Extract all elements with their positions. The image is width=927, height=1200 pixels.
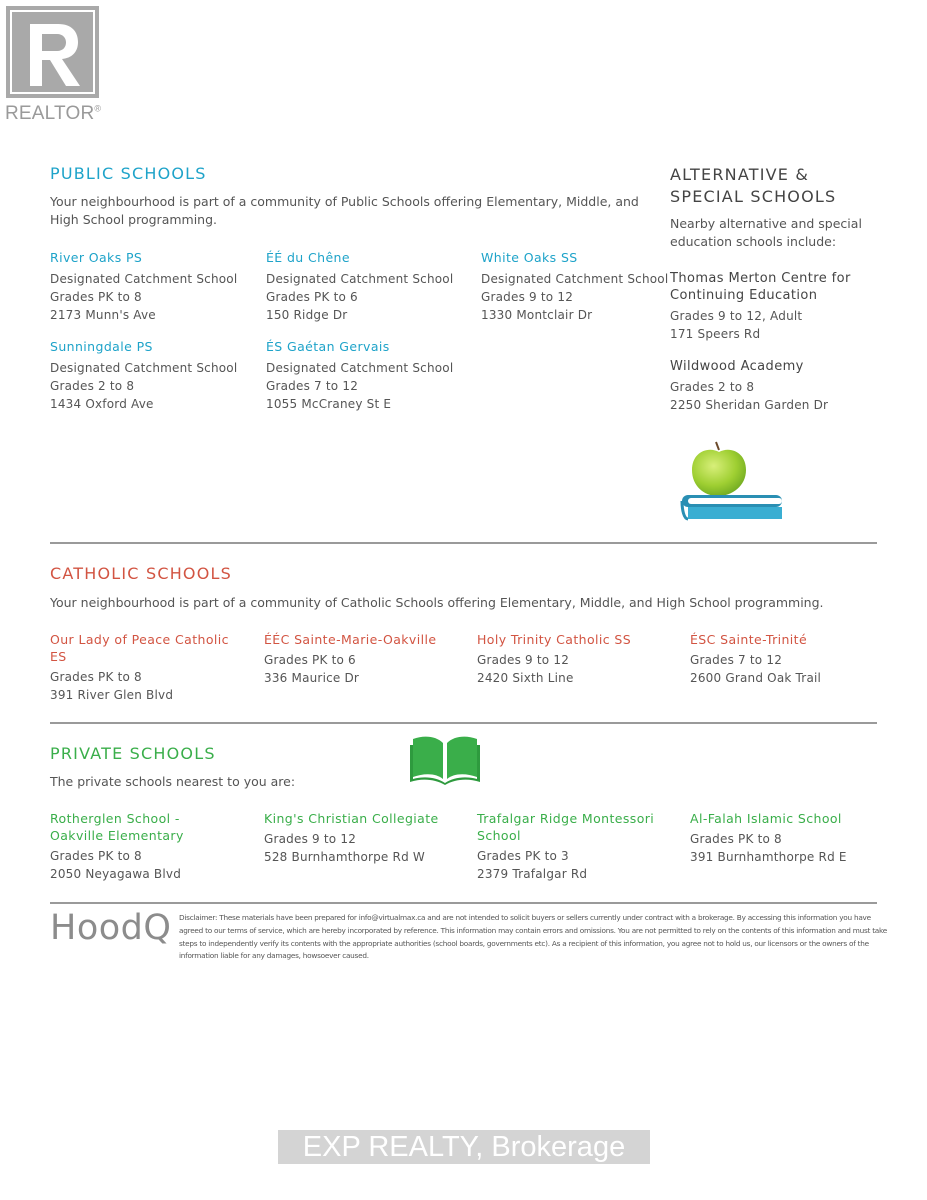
school-name: King's Christian Collegiate: [264, 811, 439, 826]
realtor-r-icon: [6, 6, 99, 98]
school-name: River Oaks PS: [50, 250, 143, 265]
disclaimer-text: Disclaimer: These materials have been prepared for info@virtualmax.ca and are not intended to solicit buyers or sellers currently under contract with a brokerage. By accessing this information you have agreed to our terms of service, which are hereby incorporated by reference. This information may contain errors and omissions. You are not permitted to rely on the contents of this information and must take steps to independently verify its contents with the appropriate authorities (school boards, governments etc). As a recipient of this information, you agree not to hold us, our licensors or the owners of the information liable for any damages, howsoever caused.: [179, 913, 887, 961]
school-name-cont: Continuing Education: [670, 288, 818, 303]
school-grades: Grades 2 to 8: [50, 379, 135, 393]
public-school-item: [50, 249, 250, 324]
school-name: ÉÉC Sainte-Marie-Oakville: [264, 632, 437, 647]
hoodq-logo: HoodQ: [50, 908, 172, 948]
realtor-logo: [6, 6, 99, 98]
school-name: Wildwood Academy: [670, 359, 804, 374]
school-name: Al-Falah Islamic School: [690, 811, 842, 826]
school-name: Trafalgar Ridge Montessori: [477, 811, 655, 826]
school-designation: Designated Catchment School: [266, 272, 454, 286]
private-school-item: [690, 810, 877, 866]
school-address: 1434 Oxford Ave: [50, 397, 154, 411]
private-schools-heading: PRIVATE SCHOOLS: [50, 744, 216, 763]
private-schools-intro: The private schools nearest to you are:: [50, 774, 296, 789]
school-name: ÉÉ du Chêne: [266, 250, 350, 265]
school-address: 2600 Grand Oak Trail: [690, 671, 822, 685]
school-name: ÉSC Sainte-Trinité: [690, 632, 808, 647]
school-grades: Grades PK to 8: [50, 670, 142, 684]
alternative-schools-intro: Nearby alternative and special education schools include:: [670, 216, 862, 249]
school-address: 2173 Munn's Ave: [50, 308, 156, 322]
alternative-school-item: [670, 270, 870, 343]
section-divider: [50, 542, 877, 544]
open-book-icon: [410, 735, 480, 791]
alternative-school-item: [670, 358, 870, 414]
catholic-schools-intro: Your neighbourhood is part of a community of Catholic Schools offering Elementary, Middle, and High School programming.: [50, 595, 824, 610]
school-grades: Grades 9 to 12, Adult: [670, 309, 803, 323]
alternative-schools-heading: ALTERNATIVE & SPECIAL SCHOOLS: [670, 165, 837, 206]
school-designation: Designated Catchment School: [481, 272, 669, 286]
catholic-school-item: [50, 631, 250, 704]
catholic-schools-heading: CATHOLIC SCHOOLS: [50, 564, 232, 583]
school-address: 391 River Glen Blvd: [50, 688, 174, 702]
school-name: Our Lady of Peace Catholic: [50, 632, 229, 647]
public-school-item: [266, 338, 466, 413]
public-school-item: [481, 249, 669, 324]
school-name: Holy Trinity Catholic SS: [477, 632, 632, 647]
catholic-school-item: [690, 631, 877, 687]
public-schools-intro: Your neighbourhood is part of a community of Public Schools offering Elementary, Middle, and High School programming.: [50, 194, 639, 227]
private-school-item: [50, 810, 255, 883]
school-address: 171 Speers Rd: [670, 327, 761, 341]
school-address: 2379 Trafalgar Rd: [477, 867, 588, 881]
school-grades: Grades 7 to 12: [266, 379, 359, 393]
school-name-cont: ES: [50, 649, 67, 664]
school-address: 1330 Montclair Dr: [481, 308, 593, 322]
realtor-wordmark: REALTOR®: [5, 103, 102, 124]
school-address: 2420 Sixth Line: [477, 671, 574, 685]
school-grades: Grades 7 to 12: [690, 653, 783, 667]
school-grades: Grades PK to 8: [690, 832, 782, 846]
school-grades: Grades PK to 8: [50, 290, 142, 304]
catholic-school-item: [477, 631, 682, 687]
school-address: 2050 Neyagawa Blvd: [50, 867, 182, 881]
public-school-item: [266, 249, 466, 324]
school-name: White Oaks SS: [481, 250, 578, 265]
apple-on-book-icon: [680, 438, 784, 526]
school-name-cont: School: [477, 828, 521, 843]
school-grades: Grades 9 to 12: [481, 290, 574, 304]
section-divider: [50, 902, 877, 904]
school-address: 150 Ridge Dr: [266, 308, 348, 322]
school-address: 1055 McCraney St E: [266, 397, 392, 411]
school-grades: Grades PK to 3: [477, 849, 569, 863]
private-school-item: [477, 810, 682, 883]
school-address: 336 Maurice Dr: [264, 671, 360, 685]
school-designation: Designated Catchment School: [50, 361, 238, 375]
school-grades: Grades 9 to 12: [477, 653, 570, 667]
section-divider: [50, 722, 877, 724]
brokerage-label: EXP REALTY, Brokerage: [302, 1131, 626, 1163]
catholic-school-item: [264, 631, 469, 687]
school-grades: Grades 2 to 8: [670, 380, 755, 394]
school-name: Thomas Merton Centre for: [670, 271, 851, 286]
school-address: 2250 Sheridan Garden Dr: [670, 398, 829, 412]
school-name: Sunningdale PS: [50, 339, 153, 354]
school-grades: Grades 9 to 12: [264, 832, 357, 846]
school-designation: Designated Catchment School: [266, 361, 454, 375]
school-name: Rotherglen School -: [50, 811, 180, 826]
public-schools-heading: PUBLIC SCHOOLS: [50, 164, 207, 183]
school-name: ÉS Gaétan Gervais: [266, 339, 390, 354]
school-address: 528 Burnhamthorpe Rd W: [264, 850, 425, 864]
school-designation: Designated Catchment School: [50, 272, 238, 286]
school-grades: Grades PK to 6: [266, 290, 358, 304]
school-name-cont: Oakville Elementary: [50, 828, 184, 843]
school-grades: Grades PK to 8: [50, 849, 142, 863]
school-grades: Grades PK to 6: [264, 653, 356, 667]
private-school-item: [264, 810, 469, 866]
school-address: 391 Burnhamthorpe Rd E: [690, 850, 847, 864]
public-school-item: [50, 338, 250, 413]
